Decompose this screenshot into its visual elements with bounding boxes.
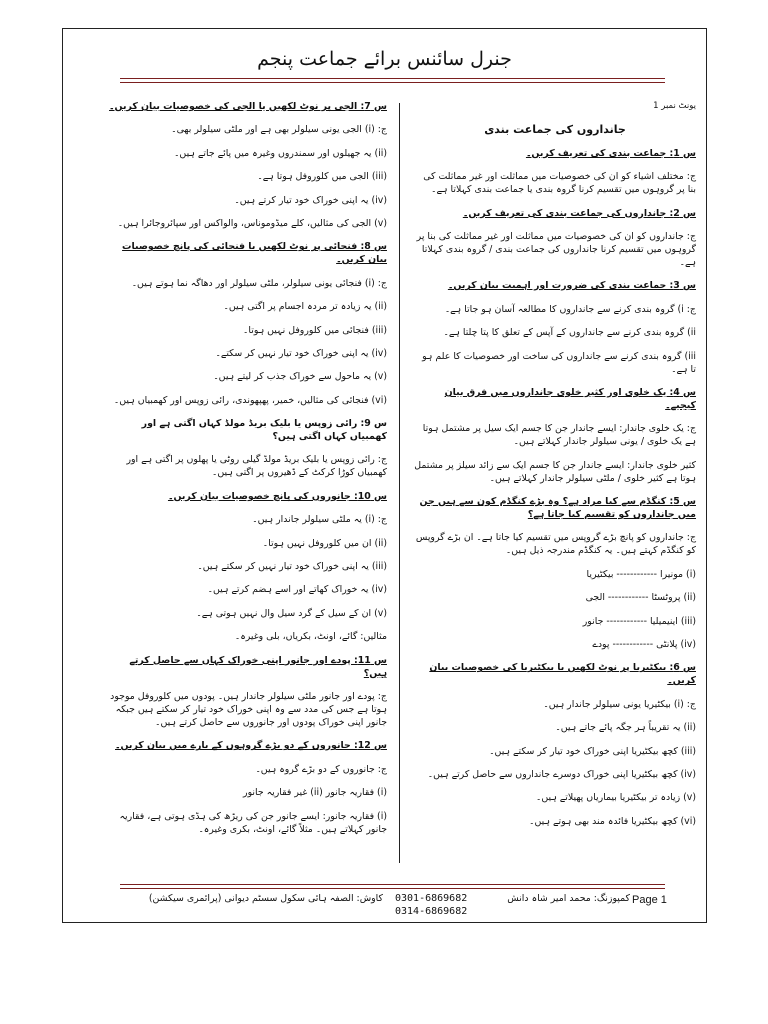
unit-label: یونٹ نمبر 1: [653, 101, 696, 111]
footer-phones: [395, 892, 467, 918]
answer-7-iv: (iv) یہ اپنی خوراک خود تیار کرتے ہیں۔: [234, 194, 387, 206]
kingdom-item-3: (iii) اینیمیلیا ------------ جانور: [582, 615, 696, 627]
answer-2: ج: جانداروں کو ان کی خصوصیات میں مماثلت اور غیر مماثلت کی بنا پر گروہوں میں تقسیم کرنا جانداروں کی جماعت بندی / گروہ بندی کہلاتا ہے۔: [416, 230, 696, 268]
question-9: س 9: رائی زوپس یا بلیک بریڈ مولڈ کہاں اگتی ہے اور کھمبیاں کہاں اگتی ہیں؟: [141, 418, 387, 443]
kingdom-item-4: (iv) پلانٹی ------------ پودے: [592, 639, 696, 651]
footer-phone-1: 0301-6869682: [395, 893, 468, 904]
answer-10-iv: (iv) یہ خوراک کھاتے اور اسے ہضم کرتے ہیں۔: [207, 584, 387, 596]
title-rule-top: [120, 78, 665, 79]
answer-6-v: (v) زیادہ تر بیکٹیریا بیماریاں پھیلاتے ہیں۔: [535, 792, 696, 804]
question-2: س 2: جانداروں کی جماعت بندی کی تعریف کریں۔: [462, 207, 696, 219]
answer-8-ii: (ii) یہ زیادہ تر مردہ اجسام پر اگتی ہیں۔: [223, 301, 387, 313]
answer-3-i: ج: i) گروہ بندی کرنے سے جانداروں کا مطالعہ آسان ہو جاتا ہے۔: [444, 303, 696, 315]
kingdom-item-1: (i) مونیرا ------------ بیکٹیریا: [586, 568, 696, 580]
answer-11: ج: پودے اور جانور ملٹی سیلولر جاندار ہیں۔ پودوں میں کلوروفل موجود ہوتا ہے جس کی مدد سے وہ اپنی خوراک خود تیار کر سکتے ہیں جبکہ جانور اپنی خوراک پودوں اور جانوروں سے حاصل کرتے ہیں۔: [110, 690, 387, 728]
answer-8-iii: (iii) فنجائی میں کلوروفل نہیں ہوتا۔: [242, 324, 387, 336]
answer-9: ج: رائی زوپس یا بلیک بریڈ مولڈ گیلی روٹی یا پھلوں پر اگتی ہے اور کھمبیاں کوڑا کرکٹ کے ڈھیروں پر اگتی ہیں۔: [126, 454, 387, 479]
answer-7-iii: (iii) الجی میں کلوروفل ہوتا ہے۔: [257, 171, 387, 183]
answer-6-iii: (iii) کچھ بیکٹیریا اپنی خوراک خود تیار کر سکتے ہیں۔: [489, 745, 696, 757]
question-3: س 3: جماعت بندی کی ضرورت اور اہمیت بیان کریں۔: [447, 280, 696, 292]
left-column: [103, 100, 387, 846]
answer-6-iv: (iv) کچھ بیکٹیریا اپنی خوراک دوسرے جانداروں سے حاصل کرتے ہیں۔: [427, 768, 696, 780]
answer-6-vi: (vi) کچھ بیکٹیریا فائدہ مند بھی ہوتے ہیں۔: [529, 815, 696, 827]
answer-6-i: ج: (i) بیکٹیریا یونی سیلولر جاندار ہیں۔: [543, 698, 696, 710]
footer-composer: کمپوزنگ: محمد امیر شاہ دانش: [507, 893, 630, 904]
answer-10-ii: (ii) ان میں کلوروفل نہیں ہوتا۔: [262, 537, 387, 549]
answer-10-iii: (iii) یہ اپنی خوراک خود تیار نہیں کر سکتے ہیں۔: [197, 561, 387, 573]
question-8: س 8: فنجائی پر نوٹ لکھیں یا فنجائی کی پانچ خصوصیات بیان کریں۔: [122, 241, 387, 266]
answer-4-multicellular: کثیر خلوی جاندار: ایسے جاندار جن کا جسم ایک سے زائد سیلز پر مشتمل ہوتا ہے کثیر خلوی / ملٹی سیلولر جاندار کہلاتے ہیں۔: [414, 459, 696, 484]
answer-12-vertebrates: (i) فقاریہ جانور: ایسے جانور جن کی ریڑھ کی ہڈی ہوتی ہے، فقاریہ جانور کہلاتے ہیں۔ مثلاً گائے، اونٹ، بکری وغیرہ۔: [119, 810, 387, 835]
answer-8-v: (v) یہ ماحول سے خوراک جذب کر لیتے ہیں۔: [213, 371, 387, 383]
footer-phone-2: 0314-6869682: [395, 906, 468, 917]
answer-6-ii: (ii) یہ تقریباً ہر جگہ پائے جاتے ہیں۔: [555, 722, 696, 734]
right-column: [414, 100, 696, 838]
answer-3-iii: iii) گروہ بندی کرنے سے جانداروں کی ساخت اور خصوصیات کا علم ہو تا ہے۔: [422, 350, 696, 375]
answer-1: ج: مختلف اشیاء کو ان کی خصوصیات میں مماثلت اور غیر مماثلت کی بنا پر گروہوں میں تقسیم کرنا گروہ بندی یا جماعت بندی کہلاتا ہے۔: [423, 171, 696, 196]
answer-8-vi: (vi) فنجائی کی مثالیں، خمیر، پھپھوندی، رائی زوپس اور کھمبیاں ہیں۔: [113, 394, 387, 406]
answer-8-i: ج: (i) فنجائی یونی سیلولر، ملٹی سیلولر اور دھاگہ نما ہوتے ہیں۔: [131, 277, 387, 289]
question-12: س 12: جانوروں کے دو بڑے گروہوں کے بارے میں بیان کریں۔: [115, 740, 387, 752]
question-10: س 10: جانوروں کی پانچ خصوصیات بیان کریں۔: [167, 490, 387, 502]
question-7: س 7: الجی پر نوٹ لکھیں یا الجی کی خصوصیات بیان کریں۔: [109, 101, 387, 112]
question-6: س 6: بیکٹیریا پر نوٹ لکھیں یا بیکٹیریا کی خصوصیات بیان کریں۔: [429, 662, 696, 687]
answer-4-unicellular: ج: یک خلوی جاندار: ایسے جاندار جن کا جسم ایک سیل پر مشتمل ہوتا ہے یک خلوی / یونی سیلولر جاندار کہلاتے ہیں۔: [422, 423, 696, 448]
answer-12: ج: جانوروں کے دو بڑے گروہ ہیں۔: [255, 763, 387, 775]
title-rule-bottom: [120, 82, 665, 83]
question-11: س 11: پودے اور جانور اپنی خوراک کہاں سے حاصل کرتے ہیں؟: [129, 654, 387, 679]
answer-12-groups: (i) فقاریہ جانور (ii) غیر فقاریہ جانور: [243, 787, 387, 799]
answer-7-v: (v) الجی کی مثالیں، کلے میڈوموناس، والواکس اور سپائروجائرا ہیں۔: [117, 217, 387, 229]
answer-10-examples: مثالیں: گائے، اونٹ، بکریاں، بلی وغیرہ۔: [234, 631, 387, 643]
answer-5: ج: جانداروں کو پانچ بڑے گروپس میں تقسیم کیا جاتا ہے۔ ان بڑے گروپس کو کنگڈم کہتے ہیں۔ یہ کنگڈم مندرجہ ذیل ہیں۔: [415, 532, 696, 557]
answer-10-i: ج: (i) یہ ملٹی سیلولر جاندار ہیں۔: [252, 514, 387, 526]
footer-rule-top: [120, 884, 665, 885]
question-5: س 5: کنگڈم سے کیا مراد ہے؟ وہ بڑے کنگڈم کون سے ہیں جن میں جانداروں کو تقسیم کیا جاتا ہے؟: [419, 496, 696, 521]
answer-7-i: ج: (i) الجی یونی سیلولر بھی ہے اور ملٹی سیلولر بھی۔: [171, 124, 387, 136]
question-4: س 4: یک خلوی اور کثیر خلوی جانداروں میں فرق بیان کیجیے۔: [444, 386, 696, 411]
answer-8-iv: (iv) یہ اپنی خوراک خود تیار نہیں کر سکتے۔: [215, 347, 387, 359]
answer-10-v: (v) ان کے سیل کے گرد سیل وال نہیں ہوتی ہے۔: [196, 607, 387, 619]
kingdom-item-2: (ii) پروٹسٹا ------------ الجی: [585, 592, 696, 604]
page-number: Page 1: [632, 894, 667, 906]
footer-effort: کاوش: الصفہ ہائی سکول سسٹم دیوانی (پرائمری سیکشن): [148, 893, 383, 904]
document-title: جنرل سائنس برائے جماعت پنجم: [257, 48, 512, 70]
answer-3-ii: ii) گروہ بندی کرنے سے جانداروں کے آپس کے تعلق کا پتا چلتا ہے۔: [443, 327, 696, 339]
footer-rule-bottom: [120, 888, 665, 889]
answer-7-ii: (ii) یہ جھیلوں اور سمندروں وغیرہ میں پائے جاتے ہیں۔: [173, 147, 387, 159]
question-1: س 1: جماعت بندی کی تعریف کریں۔: [525, 147, 696, 159]
chapter-title: جانداروں کی جماعت بندی: [484, 123, 626, 137]
column-divider: [399, 103, 400, 863]
